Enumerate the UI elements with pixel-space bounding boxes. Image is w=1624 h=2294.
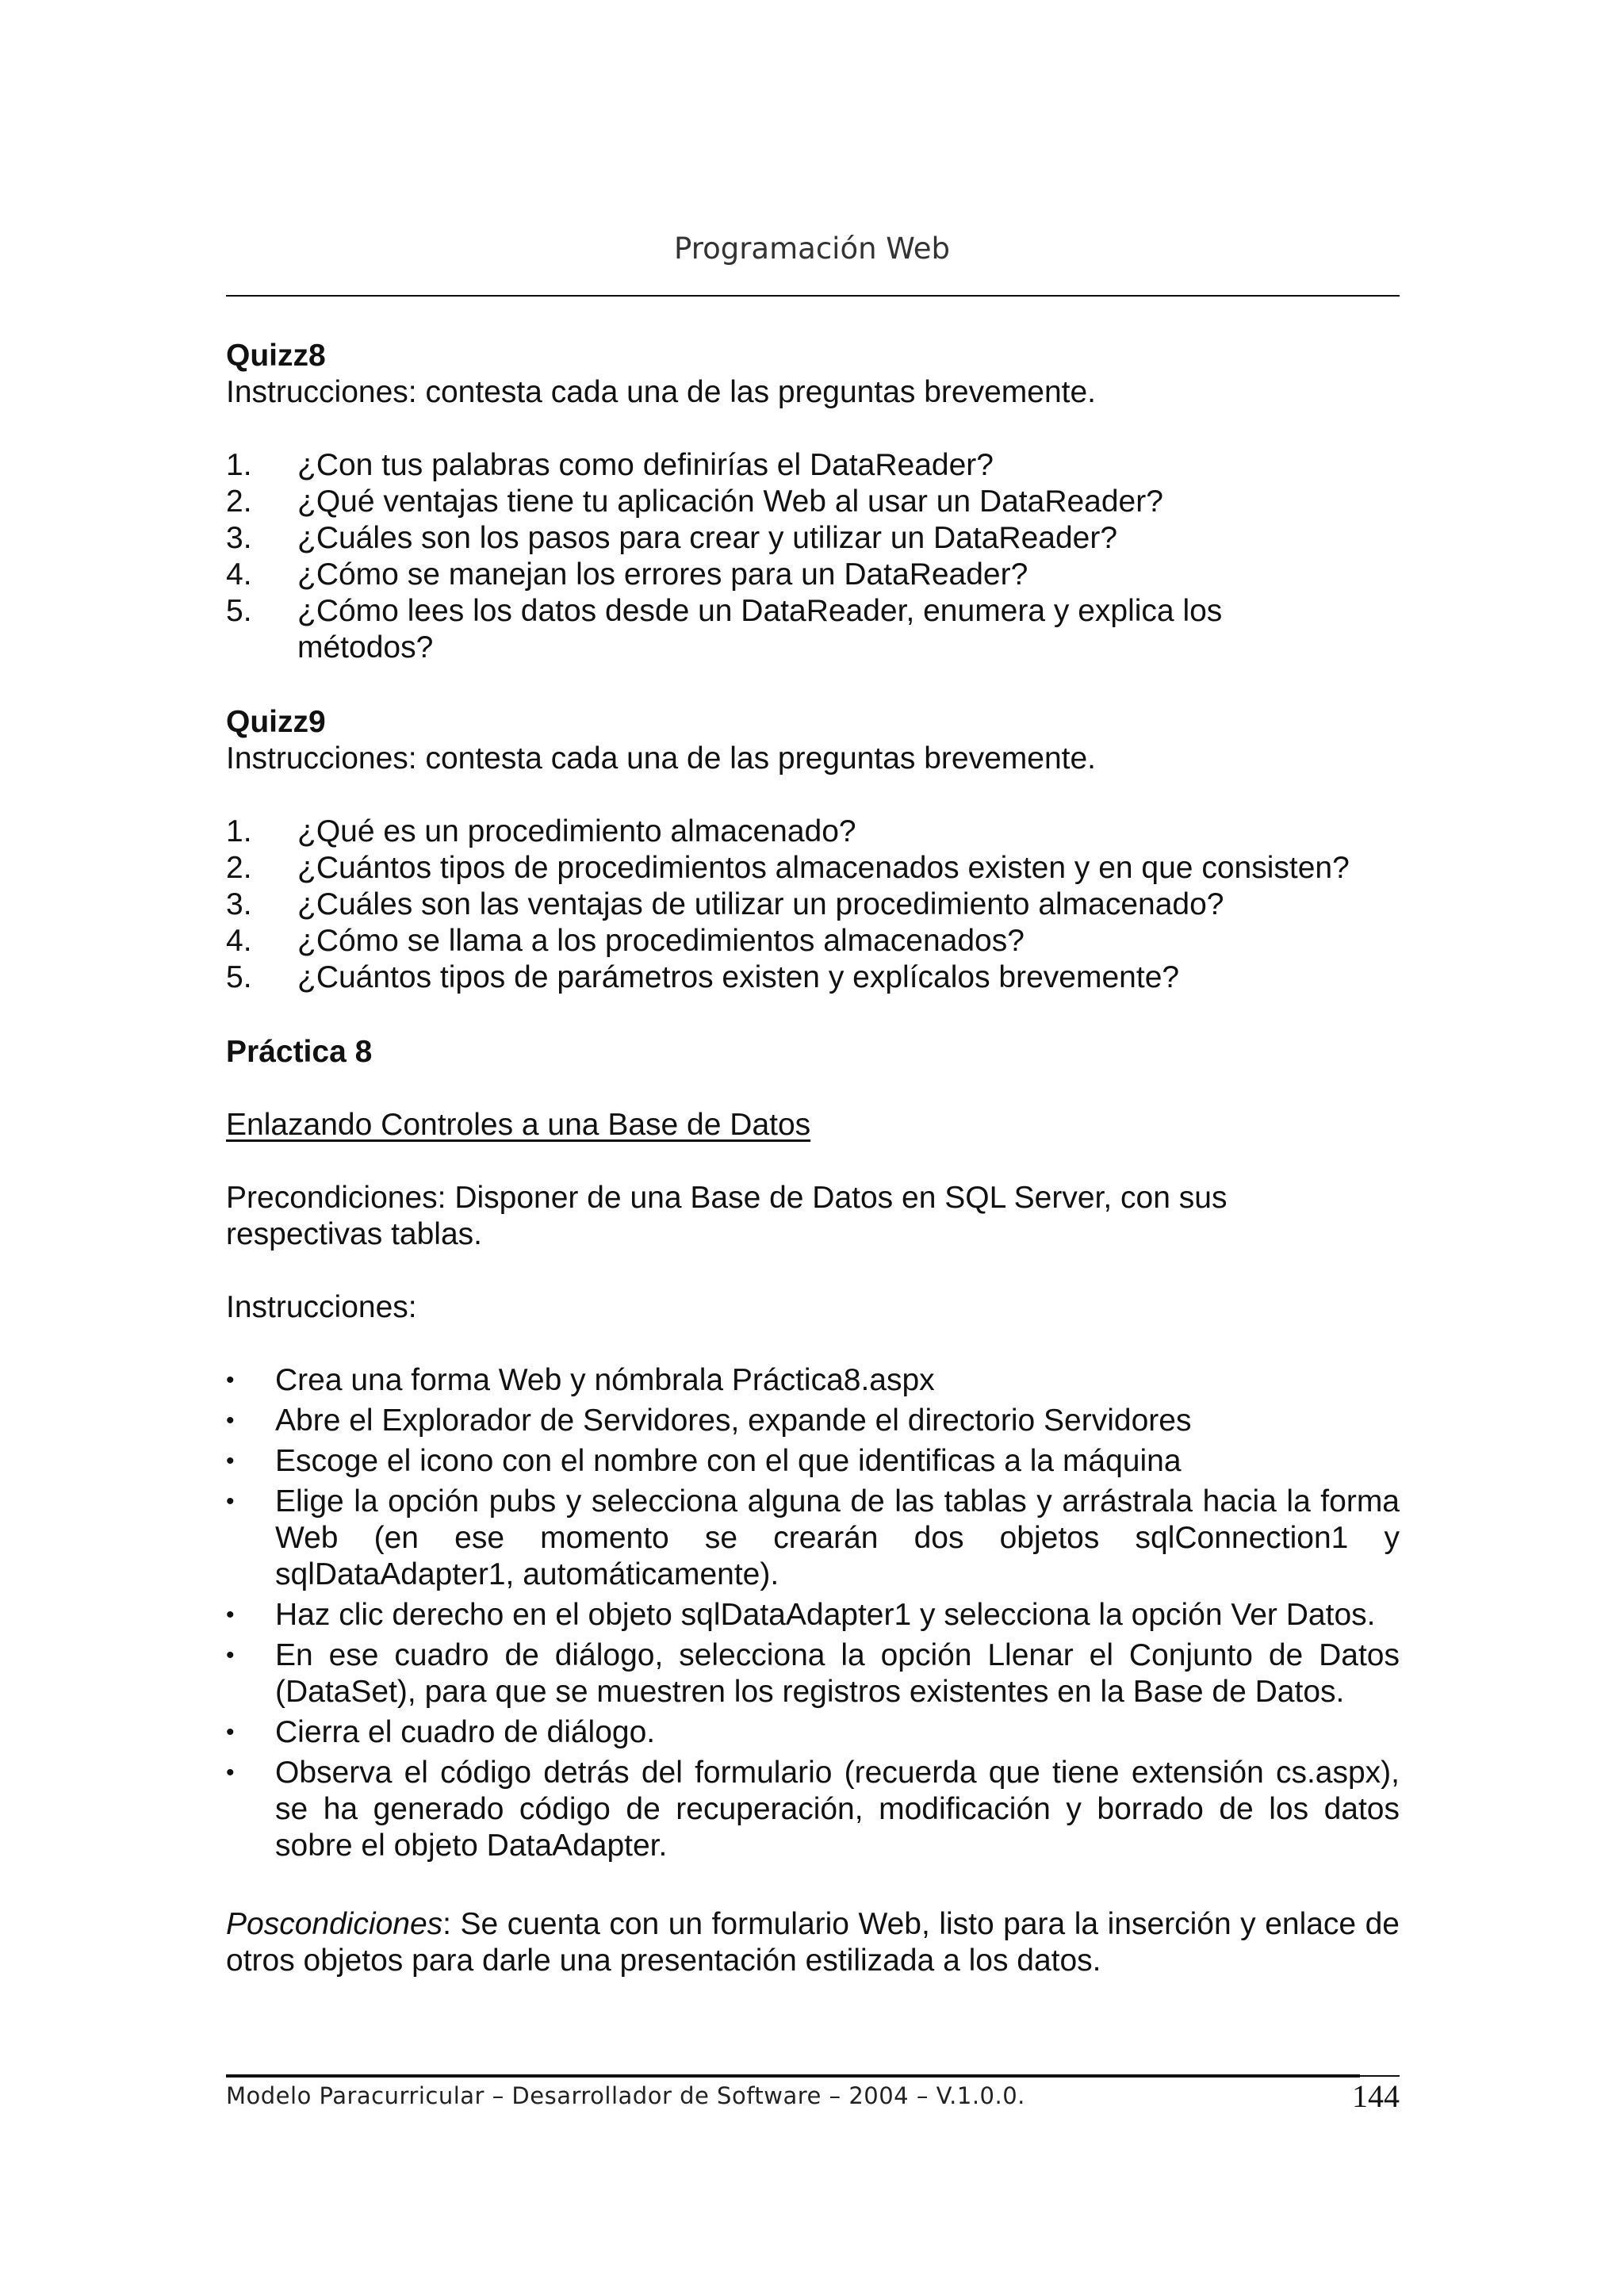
list-item: 2. ¿Cuántos tipos de procedimientos almacenados existen y en que consisten? [226,851,1350,885]
postconditions-text: : Se cuenta con un formulario Web, listo para la inserción y enlace de otros objetos para darle una presentación estilizada a los datos. [226,1907,1400,1978]
list-item: • En ese cuadro de diálogo, selecciona la opción Llenar el Conjunto de Datos (DataSet), para que se muestren los registros existentes en la Base de Datos. [226,1638,1400,1709]
list-item: 4. ¿Cómo se llama a los procedimientos almacenados? [226,924,1025,958]
list-item: 5. ¿Cuántos tipos de parámetros existen y explícalos brevemente? [226,960,1180,994]
quizz8-instructions: Instrucciones: contesta cada una de las preguntas brevemente. [226,375,1097,409]
header-rule [226,295,1400,297]
footer-text: Modelo Paracurricular – Desarrollador de Software – 2004 – V.1.0.0. [226,2082,1025,2109]
page-number: 144 [1352,2078,1400,2114]
bullet-icon: • [226,1719,235,1745]
bullet-icon: • [226,1760,235,1786]
preconditions: Precondiciones: Disponer de una Base de Datos en SQL Server, con sus respectivas tablas. [226,1181,1228,1251]
quizz9-instructions: Instrucciones: contesta cada una de las preguntas brevemente. [226,741,1097,776]
list-item: • Escoge el icono con el nombre con el que identificas a la máquina [226,1444,1182,1478]
practica-subtitle: Enlazando Controles a una Base de Datos [226,1108,811,1142]
running-header: Programación Web [674,232,950,266]
list-item: 2. ¿Qué ventajas tiene tu aplicación Web al usar un DataReader? [226,484,1163,519]
quizz9-question-list [226,814,1400,996]
list-item: • Abre el Explorador de Servidores, expande el directorio Servidores [226,1404,1192,1438]
bullet-icon: • [226,1448,235,1474]
list-item: 4. ¿Cómo se manejan los errores para un DataReader? [226,557,1028,592]
bullet-icon: • [226,1488,235,1515]
quizz9-title: Quizz9 [226,705,326,739]
practica-title: Práctica 8 [226,1035,373,1069]
instruction-steps [226,1362,1400,1864]
bullet-icon: • [226,1642,235,1668]
list-item: • Observa el código detrás del formulario (recuerda que tiene extensión cs.aspx), se ha generado código de recuperación, modificación y borrado de los datos sobre el objeto DataAdapter. [226,1756,1400,1863]
list-item: 1. ¿Con tus palabras como definirías el DataReader? [226,448,994,482]
list-item: • Haz clic derecho en el objeto sqlDataAdapter1 y selecciona la opción Ver Datos. [226,1598,1376,1632]
postconditions-label: Poscondiciones [226,1907,443,1941]
bullet-icon: • [226,1407,235,1434]
list-item: • Crea una forma Web y nómbrala Práctica8.aspx [226,1363,935,1397]
list-item: • Cierra el cuadro de diálogo. [226,1715,656,1749]
footer-rule-thin [1360,2075,1400,2077]
postconditions [226,1906,1400,1979]
quizz8-question-list [226,447,1400,666]
instructions-label: Instrucciones: [226,1290,417,1324]
list-item: 5. ¿Cómo lees los datos desde un DataReader, enumera y explica los métodos? [226,594,1223,664]
bullet-icon: • [226,1367,235,1393]
list-item: 3. ¿Cuáles son las ventajas de utilizar un procedimiento almacenado? [226,887,1224,921]
bullet-icon: • [226,1602,235,1628]
page-content [226,338,1400,1979]
footer-rule [226,2074,1360,2078]
list-item: • Elige la opción pubs y selecciona alguna de las tablas y arrástrala hacia la forma Web (en ese momento se crearán dos objetos sqlConnection1 y sqlDataAdapter1, automáticamente). [226,1484,1400,1591]
list-item: 1. ¿Qué es un procedimiento almacenado? [226,814,856,848]
quizz8-title: Quizz8 [226,339,326,373]
list-item: 3. ¿Cuáles son los pasos para crear y utilizar un DataReader? [226,521,1118,555]
